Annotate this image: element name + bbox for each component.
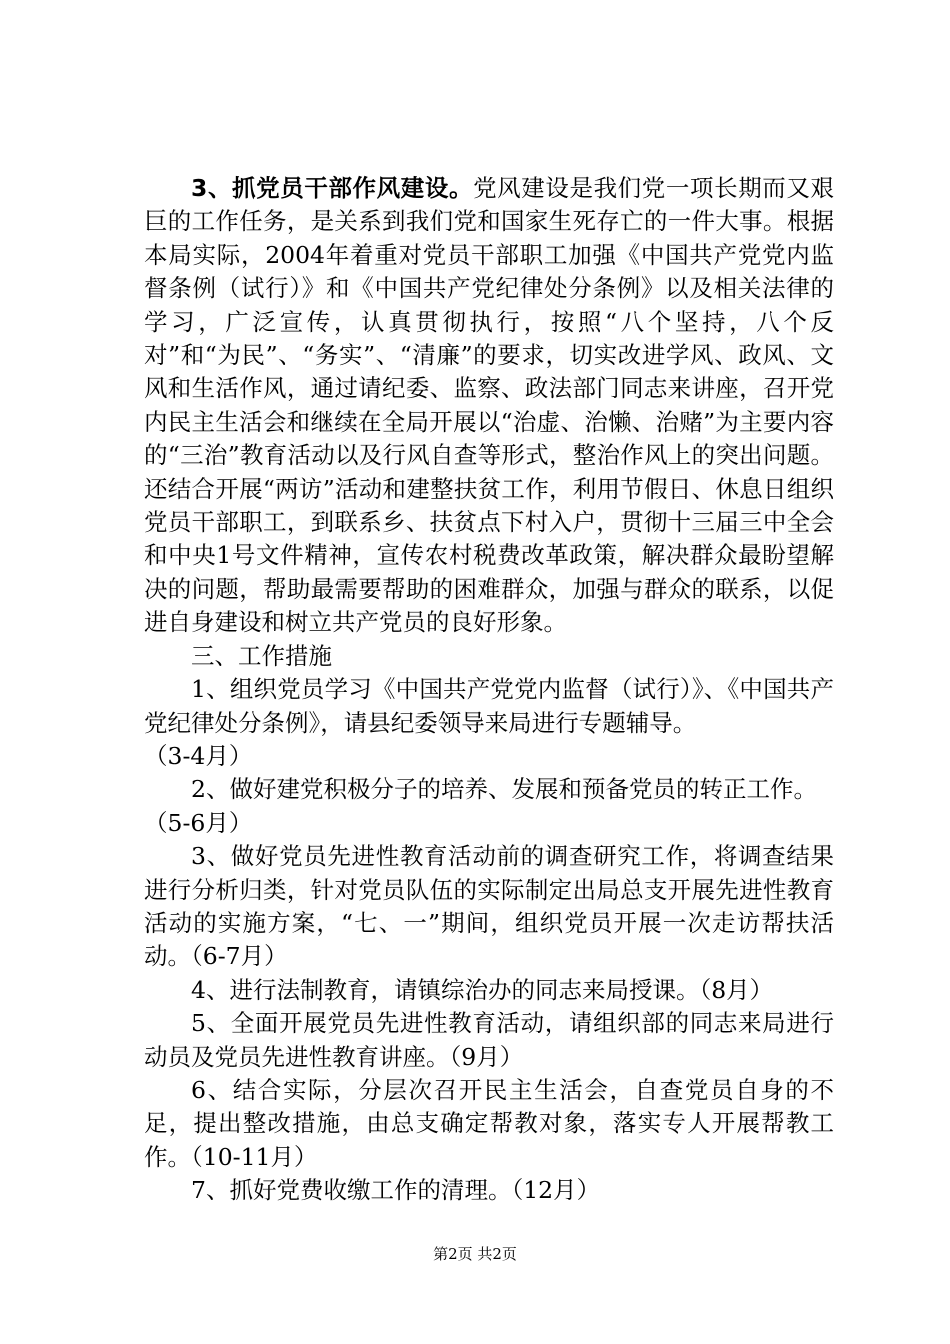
- section-3-body: 党风建设是我们党一项长期而又艰巨的工作任务，是关系到我们党和国家生死存亡的一件大事。根据本局实际，2004年着重对党员干部职工加强《中国共产党党内监督条例（试行）》和《中国共产党纪律处分条例》以及相关法律的学习，广泛宣传，认真贯彻执行，按照“八个坚持，八个反对”和“为民”、“务实”、“清廉”的要求，切实改进学风、政风、文风和生活作风，通过请纪委、监察、政法部门同志来讲座，召开党内民主生活会和继续在全局开展以“治虚、治懒、治赌”为主要内容的“三治”教育活动以及行风自查等形式，整治作风上的突出问题。还结合开展“两访”活动和建整扶贫工作，利用节假日、休息日组织党员干部职工，到联系乡、扶贫点下村入户，贯彻十三届三中全会和中央1号文件精神，宣传农村税费改革政策，解决群众最盼望解决的问题，帮助最需要帮助的困难群众，加强与群众的联系，以促进自身建设和树立共产党员的良好形象。: [144, 174, 834, 637]
- page-footer: 第2页 共2页: [433, 1245, 517, 1263]
- measure-item-7: 7、抓好党费收缴工作的清理。（12月）: [191, 1176, 601, 1205]
- measure-item-6: 6、结合实际，分层次召开民主生活会，自查党员自身的不足，提出整改措施，由总支确定帮教对象，落实专人开展帮教工作。（10-11月）: [144, 1075, 834, 1171]
- measure-item-5: 5、全面开展党员先进性教育活动，请组织部的同志来局进行动员及党员先进性教育讲座。（9月）: [144, 1009, 834, 1071]
- measure-item-1-time: （3-4月）: [144, 741, 253, 770]
- measure-item-3: 3、做好党员先进性教育活动前的调查研究工作，将调查结果进行分析归类，针对党员队伍的实际制定出局总支开展先进性教育活动的实施方案，“七、一”期间，组织党员开展一次走访帮扶活动。（6-7月）: [144, 842, 834, 971]
- measure-item-1: 1、组织党员学习《中国共产党党内监督（试行）》、《中国共产党纪律处分条例》，请县纪委领导来局进行专题辅导。: [144, 675, 834, 737]
- document-body: [144, 172, 834, 1208]
- measure-item-4: 4、进行法制教育，请镇综治办的同志来局授课。（8月）: [191, 975, 774, 1004]
- measure-item-2: 2、做好建党积极分子的培养、发展和预备党员的转正工作。: [191, 775, 817, 804]
- section-3-paragraph: [144, 172, 834, 640]
- measures-heading: 三、工作措施: [191, 641, 332, 670]
- measure-item-2-time: （5-6月）: [144, 808, 253, 837]
- section-3-lead: 3、抓党员干部作风建设。: [191, 174, 474, 202]
